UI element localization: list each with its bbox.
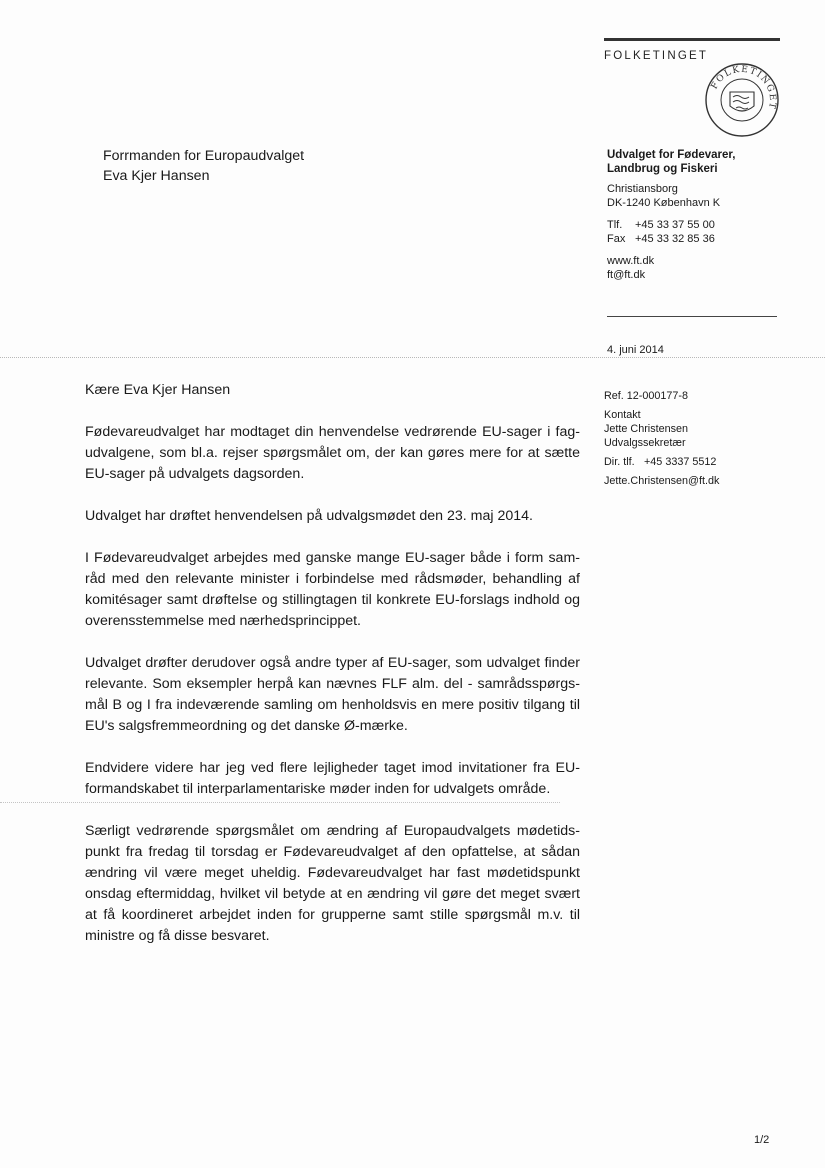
paragraph: Fødevareudvalget har modtaget din henvendelse vedrørende EU-sager i fag-udvalgene, som bl.a. rejser spørgsmålet om, der kan gøres mere for at sætte EU-sager på udvalgets dagsorden. (85, 424, 580, 482)
letter-body (85, 380, 580, 968)
direct-phone-label: Dir. tlf. (604, 456, 635, 468)
phone-row (607, 218, 735, 232)
direct-phone-row (604, 455, 719, 469)
tel-label: Tlf. (607, 219, 623, 231)
paragraph: Endvidere videre har jeg ved flere lejligheder taget imod invitationer fra EU-formandskabet til interparlamentariske møder inden for udvalgets område. (85, 760, 580, 797)
sender-block (607, 148, 735, 282)
email: ft@ft.dk (607, 269, 646, 281)
sender-rule (607, 316, 777, 317)
address-line-2: DK-1240 København K (607, 197, 721, 209)
recipient-name: Eva Kjer Hansen (103, 168, 210, 184)
committee-name-line-1: Udvalget for Fødevarer, (607, 149, 736, 161)
seal-text: FOLKETINGET (709, 64, 778, 111)
salutation: Kære Eva Kjer Hansen (85, 382, 231, 398)
reference-number: Ref. 12-000177-8 (604, 390, 689, 402)
fax-row (607, 232, 735, 246)
fax-value: +45 33 32 85 36 (635, 233, 715, 245)
contact-name: Jette Christensen (604, 423, 689, 435)
recipient-address (103, 146, 304, 186)
reference-block (604, 389, 719, 488)
paragraph: Udvalget drøfter derudover også andre typer af EU-sager, som udvalget finder relevante. Som eksempler herpå kan nævnes FLF alm. del - samrådsspørgs-mål B og I fra indeværende samling om henholdsvis en mere positiv tilgang til EU's salgsfremmeordning og det danske Ø-mærke. (85, 655, 580, 734)
paragraph: I Fødevareudvalget arbejdes med ganske mange EU-sager både i form sam-råd med den relevante minister i forbindelse med rådsmøder, behandling af komitésager samt drøftelse og stillingtagen til konkrete EU-forslags indhold og overensstemmelse med nærhedsprincippet. (85, 550, 580, 629)
address-line-1: Christiansborg (607, 183, 678, 195)
header-rule (604, 38, 780, 41)
paragraph: Udvalget har drøftet henvendelsen på udvalgsmødet den 23. maj 2014. (85, 508, 533, 524)
committee-name (607, 148, 735, 176)
contact-title: Udvalgssekretær (604, 437, 686, 449)
letter-date: 4. juni 2014 (607, 344, 664, 356)
contact-email: Jette.Christensen@ft.dk (604, 475, 720, 487)
paragraph: Særligt vedrørende spørgsmålet om ændring af Europaudvalgets mødetids-punkt fra fredag til torsdag er Fødevareudvalget af den opfattelse, at sådan ændring vil være meget uheldig. Fødevareudvalget har fast mødetidspunkt onsdag eftermiddag, hvilket vil betyde at en ændring vil gøre det meget svært at få koordineret arbejdet inden for grupperne samt stille spørgsmål m.v. til ministre og få disse besvaret. (85, 823, 580, 944)
website: www.ft.dk (607, 255, 655, 267)
parliament-seal-icon (704, 62, 780, 138)
org-name: FOLKETINGET (604, 50, 709, 62)
contact-label: Kontakt (604, 409, 641, 421)
recipient-line-1: Forrmanden for Europaudvalget (103, 148, 305, 164)
fax-label: Fax (607, 233, 626, 245)
tel-value: +45 33 37 55 00 (635, 219, 715, 231)
fold-mark (0, 357, 825, 358)
direct-phone: +45 3337 5512 (644, 456, 717, 468)
page-number: 1/2 (754, 1134, 770, 1146)
committee-name-line-2: Landbrug og Fiskeri (607, 163, 718, 175)
